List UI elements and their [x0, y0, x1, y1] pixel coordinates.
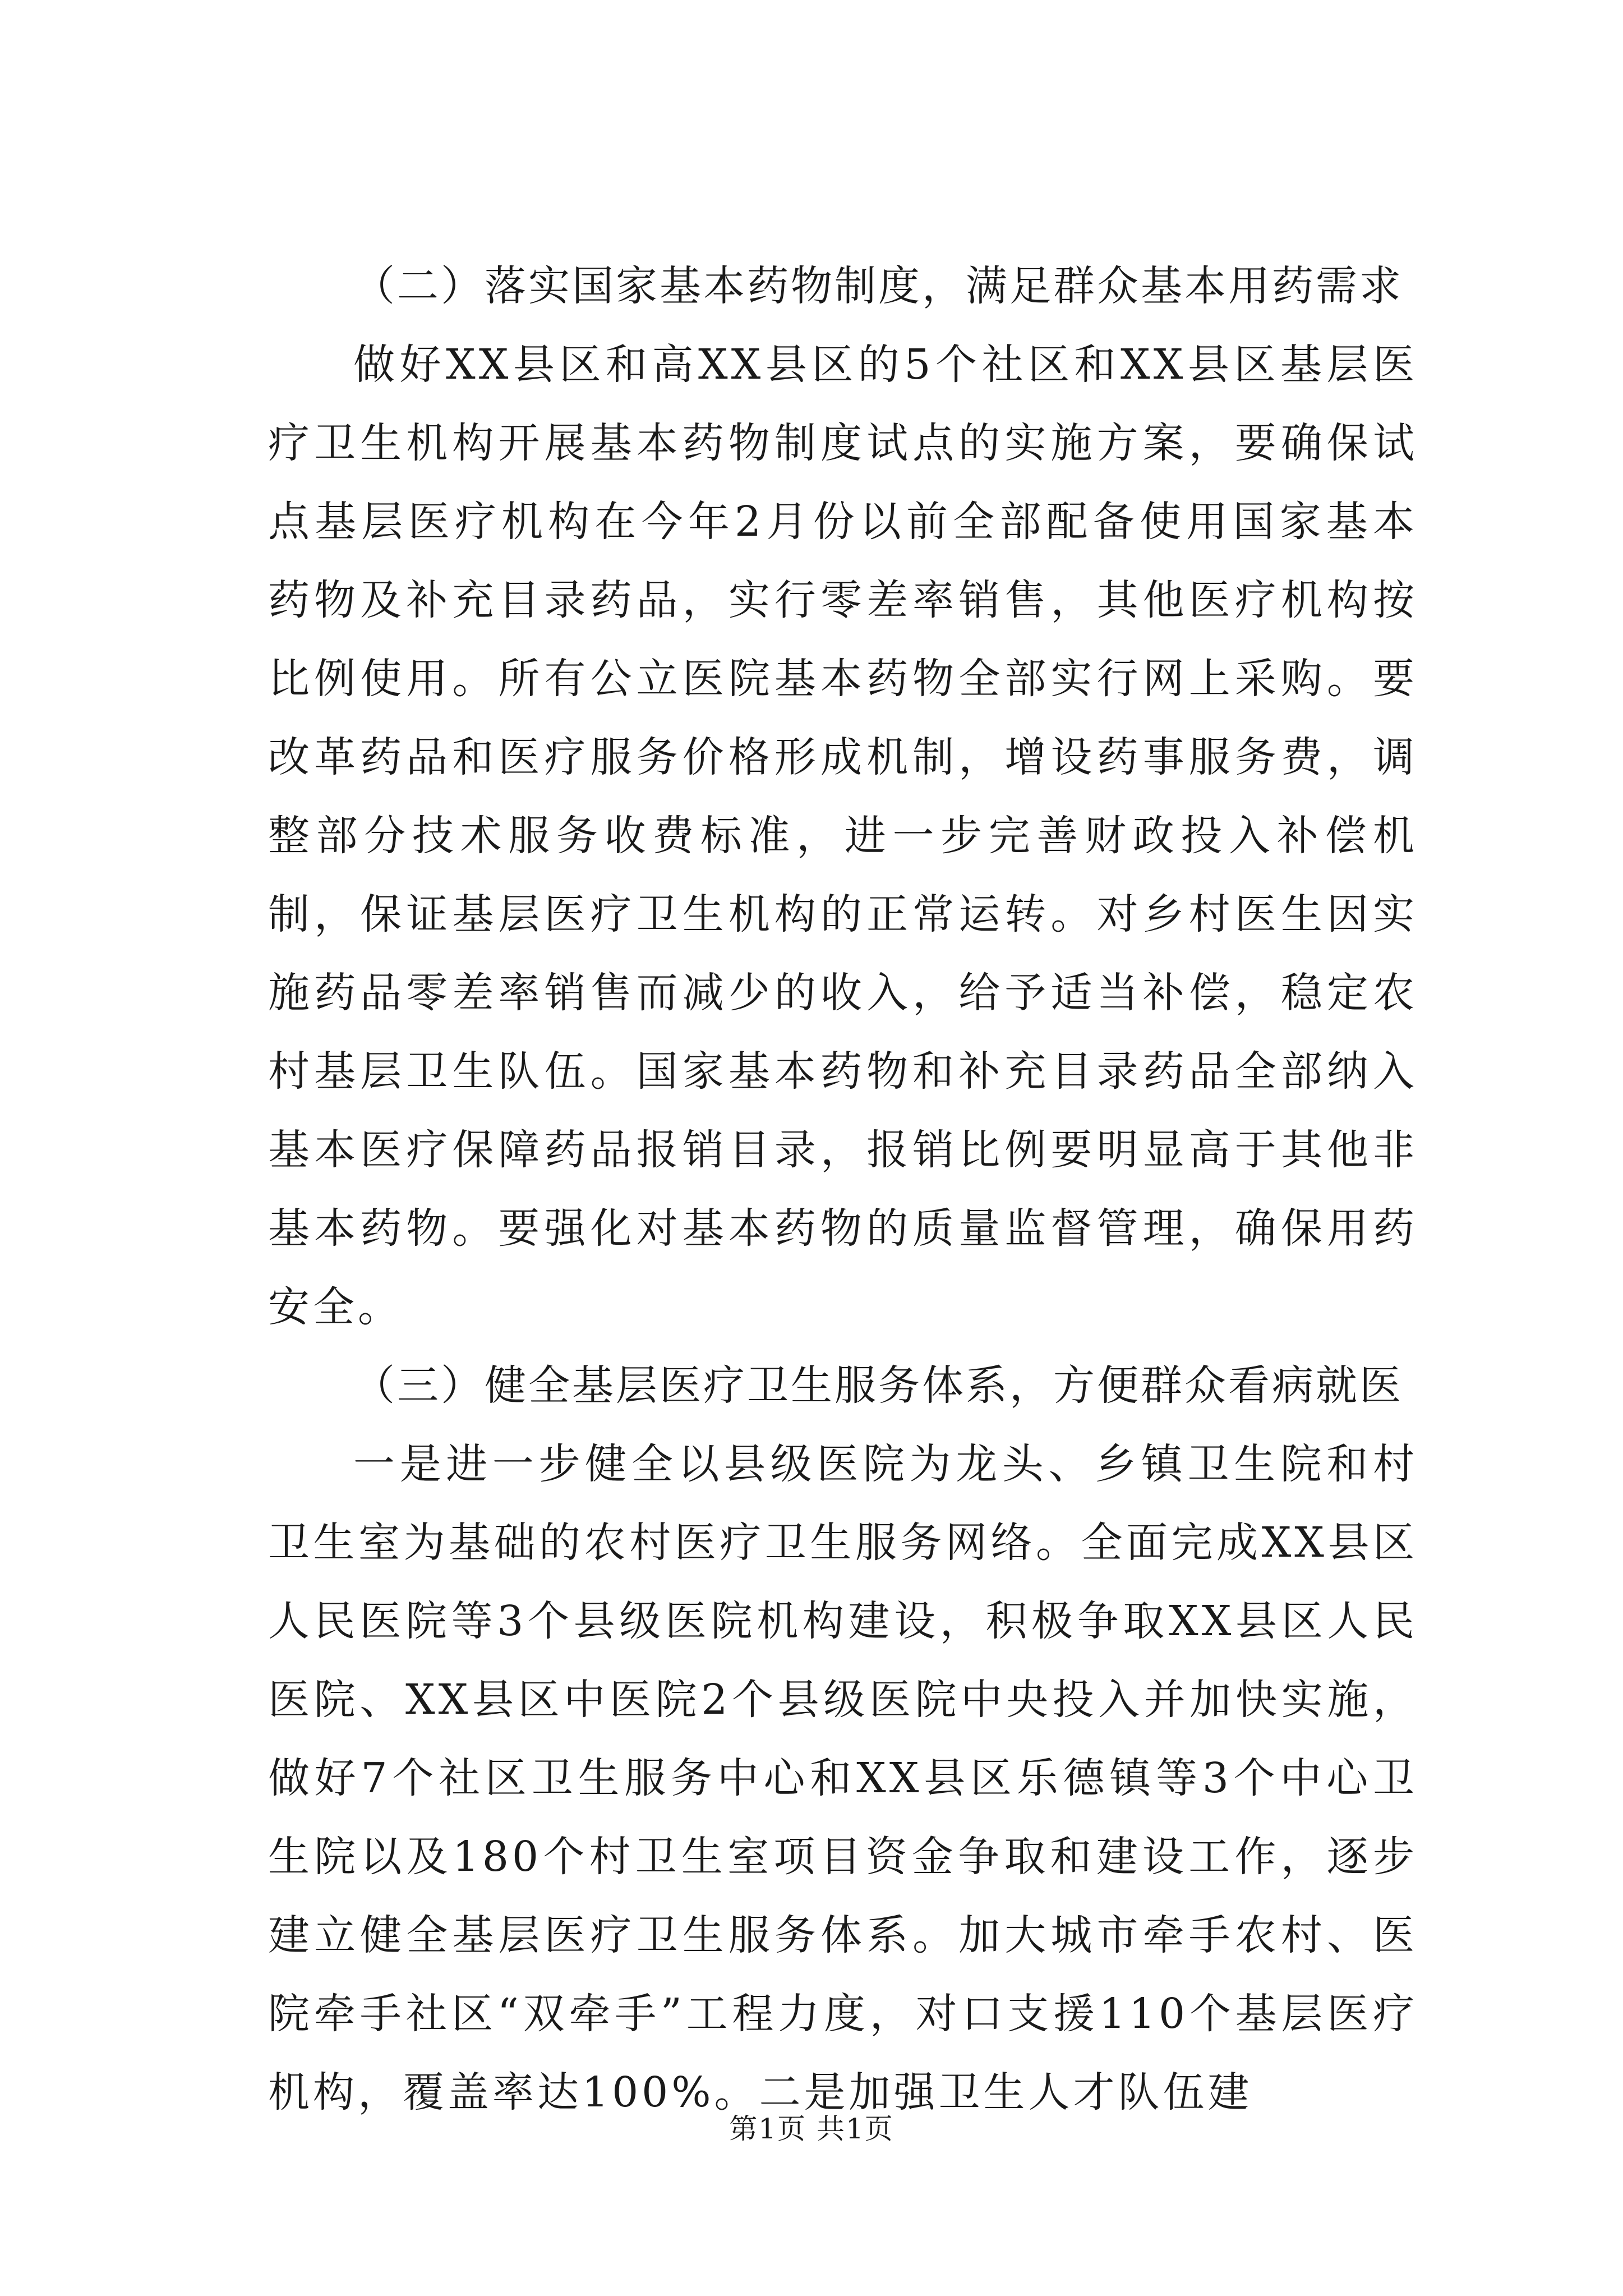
- document-body: [268, 247, 1418, 2132]
- page-footer: 第1页 共1页: [729, 2113, 894, 2145]
- section-paragraph-2: 做好XX县区和高XX县区的5个社区和XX县区基层医疗卫生机构开展基本药物制度试点的实施方案，要确保试点基层医疗机构在今年2月份以前全部配备使用国家基本药物及补充目录药品，实行零差率销售，其他医疗机构按比例使用。所有公立医院基本药物全部实行网上采购。要改革药品和医疗服务价格形成机制，增设药事服务费，调整部分技术服务收费标准，进一步完善财政投入补偿机制，保证基层医疗卫生机构的正常运转。对乡村医生因实施药品零差率销售而减少的收入，给予适当补偿，稳定农村基层卫生队伍。国家基本药物和补充目录药品全部纳入基本医疗保障药品报销目录，报销比例要明显高于其他非基本药物。要强化对基本药物的质量监督管理，确保用药安全。: [268, 341, 1418, 1331]
- section-heading-3: （三）健全基层医疗卫生服务体系，方便群众看病就医: [353, 1361, 1403, 1410]
- section-paragraph-3: 一是进一步健全以县级医院为龙头、乡镇卫生院和村卫生室为基础的农村医疗卫生服务网络。全面完成XX县区人民医院等3个县级医院机构建设，积极争取XX县区人民医院、XX县区中医院2个县级医院中央投入并加快实施，做好7个社区卫生服务中心和XX县区乐德镇等3个中心卫生院以及180个村卫生室项目资金争取和建设工作，逐步建立健全基层医疗卫生服务体系。加大城市牵手农村、医院牵手社区“双牵手”工程力度，对口支援110个基层医疗机构，覆盖率达100%。二是加强卫生人才队伍建: [268, 1440, 1418, 2116]
- section-heading-2: （二）落实国家基本药物制度，满足群众基本用药需求: [353, 262, 1403, 310]
